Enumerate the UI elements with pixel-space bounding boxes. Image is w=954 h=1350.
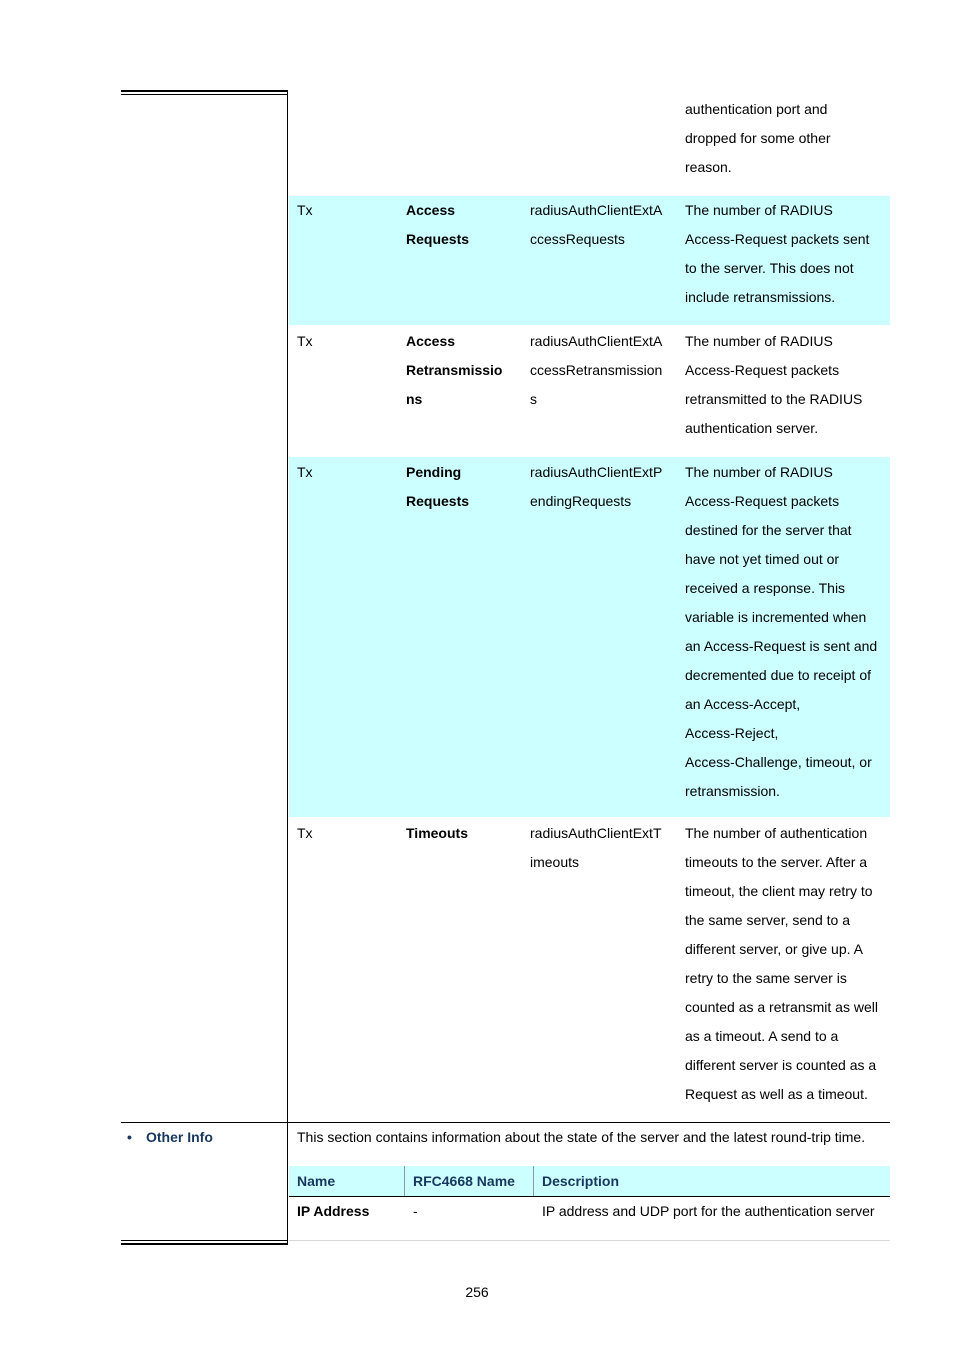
name-line: Pending bbox=[406, 464, 462, 480]
description-line: The number of RADIUS bbox=[685, 333, 833, 349]
page-number: 256 bbox=[465, 1284, 489, 1300]
ip-address-description: IP address and UDP port for the authentication server bbox=[542, 1203, 875, 1219]
description-line: Access-Request packets bbox=[685, 362, 840, 378]
section-description: This section contains information about the state of the server and the latest round-trip time. bbox=[297, 1129, 866, 1145]
mib-line: endingRequests bbox=[530, 493, 632, 509]
name-line: ns bbox=[406, 391, 423, 407]
mib-name-cell bbox=[530, 458, 678, 516]
description-line: authentication server. bbox=[685, 420, 819, 436]
ip-address-rfc: - bbox=[413, 1203, 418, 1219]
description-line: different server, or give up. A bbox=[685, 941, 863, 957]
mib-line: s bbox=[530, 391, 537, 407]
counter-name-cell bbox=[406, 458, 524, 516]
counter-name-cell bbox=[406, 196, 524, 254]
description-line: timeout, the client may retry to bbox=[685, 883, 873, 899]
direction-cell: Tx bbox=[297, 202, 313, 218]
mib-name-cell bbox=[530, 196, 678, 254]
mib-line: ccessRequests bbox=[530, 231, 625, 247]
direction-cell: Tx bbox=[297, 825, 313, 841]
name-line: Requests bbox=[406, 231, 470, 247]
name-line: Timeouts bbox=[406, 825, 468, 841]
mib-line: ccessRetransmission bbox=[530, 362, 663, 378]
name-line: Retransmissio bbox=[406, 362, 503, 378]
header-divider bbox=[533, 1166, 534, 1196]
counter-name-cell bbox=[406, 819, 524, 848]
header-description: Description bbox=[542, 1173, 620, 1189]
description-line: timeouts to the server. After a bbox=[685, 854, 868, 870]
description-line: an Access-Accept, bbox=[685, 696, 801, 712]
mib-line: imeouts bbox=[530, 854, 580, 870]
direction-cell: Tx bbox=[297, 464, 313, 480]
description-line: The number of RADIUS bbox=[685, 464, 833, 480]
description-line: counted as a retransmit as well bbox=[685, 999, 878, 1015]
description-cell bbox=[685, 196, 889, 312]
name-line: Access bbox=[406, 202, 456, 218]
description-line: Access-Reject, bbox=[685, 725, 779, 741]
description-line: retry to the same server is bbox=[685, 970, 847, 986]
description-line: include retransmissions. bbox=[685, 289, 836, 305]
mib-line: radiusAuthClientExtP bbox=[530, 464, 663, 480]
description-cell bbox=[685, 819, 889, 1109]
other-info-label bbox=[127, 1126, 213, 1148]
header-divider bbox=[404, 1166, 405, 1196]
description-line: different server is counted as a bbox=[685, 1057, 877, 1073]
mib-line: radiusAuthClientExtA bbox=[530, 333, 663, 349]
description-line: have not yet timed out or bbox=[685, 551, 840, 567]
mib-name-cell bbox=[530, 327, 678, 414]
description-line: an Access-Request is sent and bbox=[685, 638, 878, 654]
description-line: Access-Request packets bbox=[685, 493, 840, 509]
section-title: Other Info bbox=[146, 1129, 213, 1145]
mib-line: radiusAuthClientExtA bbox=[530, 202, 663, 218]
description-line: destined for the server that bbox=[685, 522, 852, 538]
description-line: reason. bbox=[685, 159, 732, 175]
header-name: Name bbox=[297, 1173, 336, 1189]
mib-name-cell bbox=[530, 819, 678, 877]
description-line: received a response. This bbox=[685, 580, 846, 596]
description-line: authentication port and bbox=[685, 101, 828, 117]
description-line: retransmission. bbox=[685, 783, 780, 799]
description-line: retransmitted to the RADIUS bbox=[685, 391, 863, 407]
section-divider bbox=[121, 1122, 890, 1123]
description-line: Request as well as a timeout. bbox=[685, 1086, 868, 1102]
name-line: Access bbox=[406, 333, 456, 349]
table-header bbox=[289, 1166, 890, 1197]
description-cell bbox=[685, 327, 889, 443]
table-bottom-rule bbox=[121, 1240, 288, 1245]
description-line: as a timeout. A send to a bbox=[685, 1028, 839, 1044]
continued-description bbox=[685, 95, 889, 182]
row-divider bbox=[289, 1240, 890, 1241]
description-line: Access-Challenge, timeout, or bbox=[685, 754, 872, 770]
bullet-icon: • bbox=[127, 1129, 132, 1145]
ip-address-name: IP Address bbox=[297, 1203, 370, 1219]
description-line: Access-Request packets sent bbox=[685, 231, 870, 247]
mib-line: radiusAuthClientExtT bbox=[530, 825, 662, 841]
table-top-rule bbox=[121, 90, 288, 95]
column-divider bbox=[287, 90, 288, 1243]
header-rfc-name: RFC4668 Name bbox=[413, 1173, 515, 1189]
description-line: decremented due to receipt of bbox=[685, 667, 872, 683]
direction-cell: Tx bbox=[297, 333, 313, 349]
description-line: to the server. This does not bbox=[685, 260, 854, 276]
description-cell bbox=[685, 458, 889, 806]
description-line: variable is incremented when bbox=[685, 609, 867, 625]
counter-name-cell bbox=[406, 327, 524, 414]
description-line: the same server, send to a bbox=[685, 912, 850, 928]
description-line: The number of RADIUS bbox=[685, 202, 833, 218]
description-line: dropped for some other bbox=[685, 130, 831, 146]
name-line: Requests bbox=[406, 493, 470, 509]
description-line: The number of authentication bbox=[685, 825, 868, 841]
